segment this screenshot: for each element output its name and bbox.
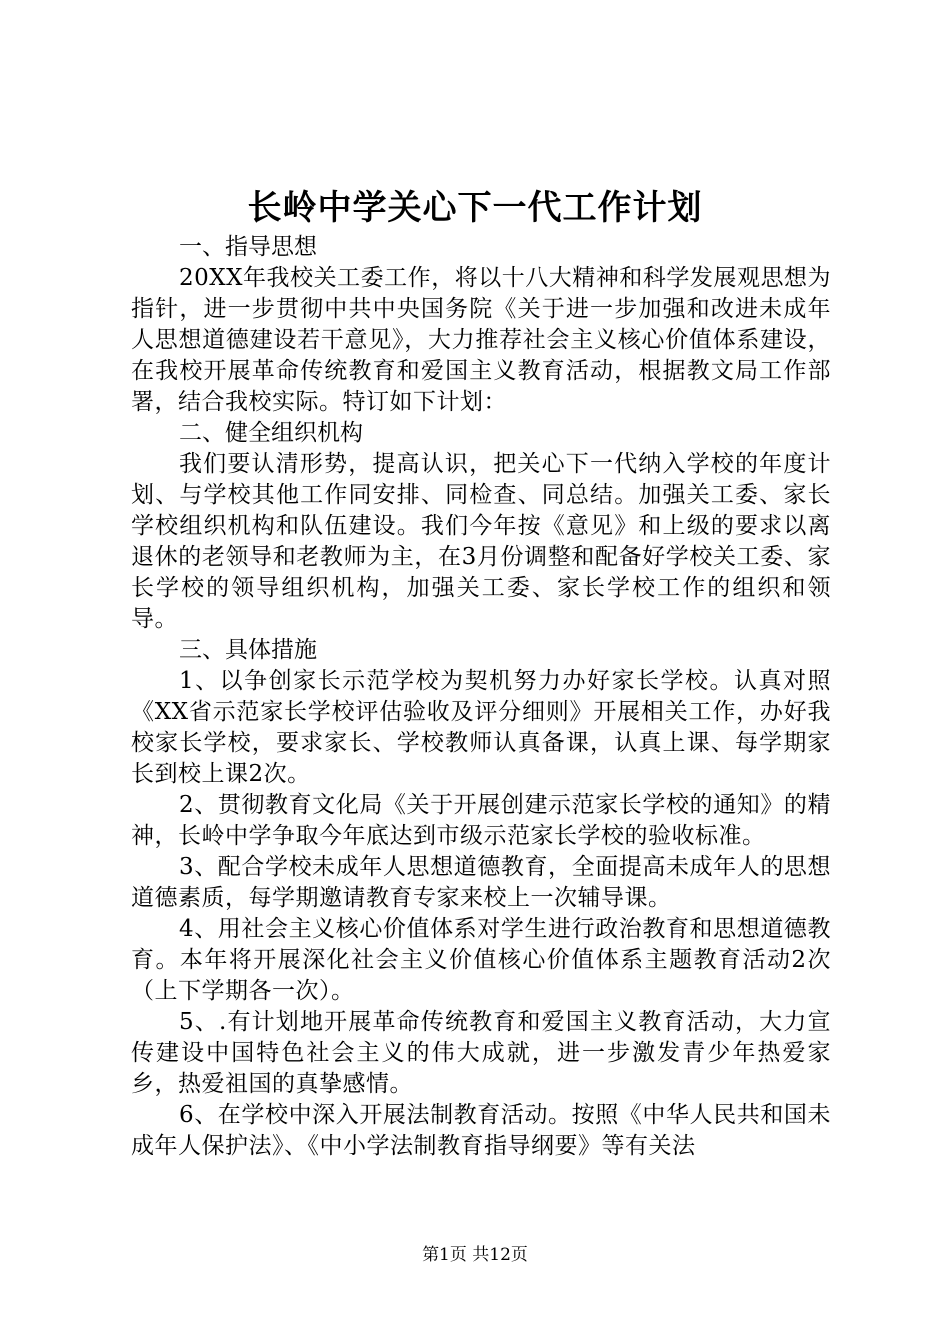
page-number-footer: 第1页 共12页 — [422, 1245, 528, 1265]
measure-item-4: 4、用社会主义核心价值体系对学生进行政治教育和思想道德教育。本年将开展深化社会主义价值核心价值体系主题教育活动2次（上下学期各一次）。 — [131, 916, 831, 1004]
measure-item-5: 5、.有计划地开展革命传统教育和爱国主义教育活动，大力宣传建设中国特色社会主义的伟大成就，进一步激发青少年热爱家乡，热爱祖国的真挚感情。 — [131, 1009, 831, 1097]
measure-item-3: 3、配合学校未成年人思想道德教育，全面提高未成年人的思想道德素质，每学期邀请教育专家来校上一次辅导课。 — [131, 854, 831, 911]
measure-item-2: 2、贯彻教育文化局《关于开展创建示范家长学校的通知》的精神，长岭中学争取今年底达到市级示范家长学校的验收标准。 — [131, 792, 831, 849]
section-heading-measures: 三、具体措施 — [179, 637, 317, 663]
paragraph-organization: 我们要认清形势，提高认识，把关心下一代纳入学校的年度计划、与学校其他工作同安排、同检查、同总结。加强关工委、家长学校组织机构和队伍建设。我们今年按《意见》和上级的要求以离退休的老领导和老教师为主，在3月份调整和配备好学校关工委、家长学校的领导组织机构，加强关工委、家长学校工作的组织和领导。 — [131, 451, 831, 632]
section-heading-organization: 二、健全组织机构 — [179, 420, 363, 446]
measure-item-1: 1、以争创家长示范学校为契机努力办好家长学校。认真对照《XX省示范家长学校评估验收及评分细则》开展相关工作，办好我校家长学校，要求家长、学校教师认真备课，认真上课、每学期家长到校上课2次。 — [131, 668, 831, 787]
section-heading-guiding-ideology: 一、指导思想 — [179, 234, 317, 260]
measure-item-6: 6、在学校中深入开展法制教育活动。按照《中华人民共和国未成年人保护法》、《中小学法制教育指导纲要》等有关法 — [131, 1102, 831, 1159]
document-title: 长岭中学关心下一代工作计划 — [247, 188, 703, 228]
paragraph-guiding-ideology: 20XX年我校关工委工作，将以十八大精神和科学发展观思想为指针，进一步贯彻中共中央国务院《关于进一步加强和改进未成年人思想道德建设若干意见》，大力推荐社会主义核心价值体系建设，在我校开展革命传统教育和爱国主义教育活动，根据教文局工作部署，结合我校实际。特订如下计划： — [131, 265, 831, 415]
document-body — [131, 232, 831, 1162]
